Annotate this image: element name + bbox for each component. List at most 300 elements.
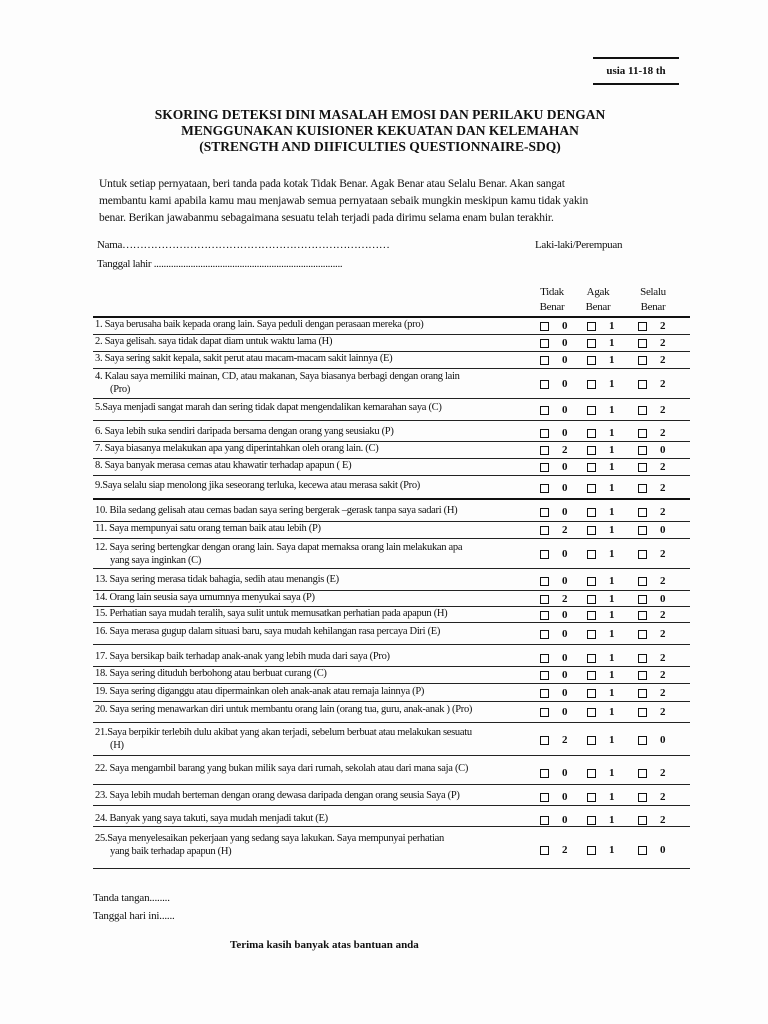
answer-option[interactable] [587,687,631,701]
score-value: 1 [609,444,615,456]
answer-checkbox[interactable] [540,339,549,348]
answer-checkbox[interactable] [587,816,596,825]
score-value: 2 [660,814,666,826]
answer-option[interactable] [540,427,584,441]
question-text [95,370,535,396]
answer-checkbox[interactable] [540,736,549,745]
score-value: 1 [609,548,615,560]
score-value: 2 [660,652,666,664]
answer-option[interactable] [638,378,682,392]
score-value: 0 [562,767,568,779]
score-value: 2 [660,628,666,640]
answer-option[interactable] [540,791,584,805]
question-line: 7. Saya biasanya melakukan apa yang diperintahkan oleh orang lain. (C) [95,443,379,454]
answer-checkbox[interactable] [587,689,596,698]
column-header-line: Benar [585,301,611,313]
question-text [95,504,535,517]
question-line: 25.Saya menyelesaikan pekerjaan yang sedang saya lakukan. Saya mempunyai perhatian [95,833,444,844]
answer-option[interactable] [540,609,584,623]
answer-option[interactable] [638,734,682,748]
answer-option[interactable] [587,320,631,334]
answer-option[interactable] [587,427,631,441]
answer-checkbox[interactable] [638,689,647,698]
score-value: 0 [562,548,568,560]
answer-checkbox[interactable] [638,446,647,455]
answer-option[interactable] [540,628,584,642]
answer-checkbox[interactable] [638,508,647,517]
question-text [95,789,535,802]
score-value: 0 [562,628,568,640]
answer-checkbox[interactable] [638,736,647,745]
answer-checkbox[interactable] [638,769,647,778]
score-value: 1 [609,687,615,699]
question-line: 20. Saya sering menawarkan diri untuk membantu orang lain (orang tua, guru, anak-anak ) (Pro) [95,704,473,715]
score-value: 0 [660,734,666,746]
answer-checkbox[interactable] [638,356,647,365]
score-value: 2 [660,669,666,681]
score-value: 1 [609,593,615,605]
score-value: 0 [562,669,568,681]
title-line: (STRENGTH AND DIIFICULTIES QUESTIONNAIRE-SDQ) [199,139,561,154]
answer-option[interactable] [587,482,631,496]
answer-option[interactable] [587,652,631,666]
question-text [95,318,535,331]
score-value: 1 [609,337,615,349]
question-line: 1. Saya berusaha baik kepada orang lain. Saya peduli dengan perasaan mereka (pro) [95,319,424,330]
answer-option[interactable] [638,444,682,458]
question-line: 23. Saya lebih mudah berteman dengan orang dewasa daripada dengan orang seusia Saya (P) [95,790,460,801]
score-value: 0 [562,354,568,366]
score-value: 1 [609,814,615,826]
column-header-line: Agak [586,286,610,298]
title-line: MENGGUNAKAN KUISIONER KEKUATAN DAN KELEMAHAN [181,123,579,138]
row-divider [93,701,690,702]
answer-option[interactable] [587,669,631,683]
answer-checkbox[interactable] [587,769,596,778]
question-line: 12. Saya sering bertengkar dengan orang lain. Saya dapat memaksa orang lain melakukan apa [95,542,463,553]
instructions [99,176,629,227]
answer-checkbox[interactable] [587,463,596,472]
column-header-line: Selalu [640,286,666,298]
score-value: 2 [660,337,666,349]
title-line: SKORING DETEKSI DINI MASALAH EMOSI DAN PERILAKU DENGAN [154,107,606,122]
answer-option[interactable] [638,593,682,607]
answer-checkbox[interactable] [587,577,596,586]
score-value: 2 [660,506,666,518]
answer-option[interactable] [540,706,584,720]
answer-option[interactable] [587,354,631,368]
answer-option[interactable] [638,609,682,623]
answer-checkbox[interactable] [540,577,549,586]
answer-option[interactable] [587,609,631,623]
answer-option[interactable] [540,506,584,520]
score-value: 1 [609,791,615,803]
question-text [95,573,535,586]
answer-checkbox[interactable] [638,654,647,663]
answer-checkbox[interactable] [540,484,549,493]
score-value: 1 [609,669,615,681]
answer-checkbox[interactable] [540,429,549,438]
question-line: 24. Banyak yang saya takuti, saya mudah menjadi takut (E) [95,813,328,824]
answer-option[interactable] [638,427,682,441]
answer-checkbox[interactable] [638,339,647,348]
score-value: 1 [609,461,615,473]
score-value: 0 [562,687,568,699]
answer-checkbox[interactable] [540,816,549,825]
row-divider [93,622,690,623]
score-value: 0 [562,482,568,494]
score-value: 1 [609,706,615,718]
question-line: yang baik terhadap apapun (H) [110,846,232,857]
answer-option[interactable] [638,767,682,781]
score-value: 1 [609,427,615,439]
answer-option[interactable] [587,378,631,392]
row-divider [93,784,690,785]
question-text [95,591,535,604]
question-line: 22. Saya mengambil barang yang bukan milik saya dari rumah, sekolah atau dari mana saja (C) [95,763,469,774]
score-value: 1 [609,378,615,390]
answer-option[interactable] [540,378,584,392]
row-divider [93,722,690,723]
score-value: 0 [562,506,568,518]
question-line: 3. Saya sering sakit kepala, sakit perut atau macam-macam sakit lainnya (E) [95,353,393,364]
answer-checkbox[interactable] [540,508,549,517]
question-text [95,401,535,414]
answer-checkbox[interactable] [638,484,647,493]
answer-checkbox[interactable] [638,846,647,855]
answer-option[interactable] [587,706,631,720]
score-value: 2 [660,354,666,366]
question-line: 18. Saya sering dituduh berbohong atau berbuat curang (C) [95,668,327,679]
answer-option[interactable] [540,652,584,666]
answer-option[interactable] [587,628,631,642]
score-value: 2 [660,791,666,803]
question-text [95,625,535,638]
answer-checkbox[interactable] [540,689,549,698]
answer-option[interactable] [587,444,631,458]
answer-option[interactable] [587,461,631,475]
score-value: 1 [609,482,615,494]
question-text [95,650,535,663]
answer-option[interactable] [638,652,682,666]
question-line: 8. Saya banyak merasa cemas atau khawatir terhadap apapun ( E) [95,460,352,471]
question-line: 21.Saya berpikir terlebih dulu akibat yang akan terjadi, sebelum berbuat atau melakukan sesuatu [95,727,472,738]
question-text [95,352,535,365]
answer-option[interactable] [638,404,682,418]
question-line: 16. Saya merasa gugup dalam situasi baru, saya mudah kehilangan rasa percaya Diri (E) [95,626,441,637]
answer-option[interactable] [540,734,584,748]
question-line: 13. Saya sering merasa tidak bahagia, sedih atau menangis (E) [95,574,339,585]
score-value: 2 [660,482,666,494]
answer-option[interactable] [638,791,682,805]
answer-option[interactable] [638,706,682,720]
question-text [95,541,535,567]
answer-checkbox[interactable] [587,429,596,438]
row-divider [93,475,690,476]
answer-checkbox[interactable] [638,595,647,604]
birth-date-field[interactable]: Tanggal lahir ............................................................................. [97,258,343,270]
answer-checkbox[interactable] [638,526,647,535]
answer-checkbox[interactable] [587,484,596,493]
answer-checkbox[interactable] [587,322,596,331]
score-value: 0 [562,609,568,621]
date-today-field[interactable]: Tanggal hari ini...... [93,910,175,922]
score-value: 0 [562,427,568,439]
answer-checkbox[interactable] [540,356,549,365]
answer-option[interactable] [540,404,584,418]
row-divider [93,568,690,569]
question-text [95,522,535,535]
score-value: 1 [609,575,615,587]
question-text [95,425,535,438]
answer-checkbox[interactable] [587,846,596,855]
answer-checkbox[interactable] [540,611,549,620]
answer-checkbox[interactable] [638,671,647,680]
answer-option[interactable] [638,687,682,701]
answer-checkbox[interactable] [587,736,596,745]
gender-field[interactable]: Laki-laki/Perempuan [535,239,623,251]
question-text [95,459,535,472]
answer-option[interactable] [638,844,682,858]
answer-option[interactable] [540,593,584,607]
question-line: 5.Saya menjadi sangat marah dan sering tidak dapat mengendalikan kemarahan saya (C) [95,402,442,413]
score-value: 0 [660,593,666,605]
answer-checkbox[interactable] [587,671,596,680]
answer-option[interactable] [540,767,584,781]
answer-option[interactable] [587,734,631,748]
answer-option[interactable] [587,791,631,805]
score-value: 2 [660,427,666,439]
score-value: 2 [660,404,666,416]
score-value: 2 [562,444,568,456]
answer-checkbox[interactable] [587,526,596,535]
answer-checkbox[interactable] [638,380,647,389]
question-text [95,703,535,716]
answer-option[interactable] [638,506,682,520]
answer-option[interactable] [587,575,631,589]
score-value: 2 [660,575,666,587]
answer-checkbox[interactable] [638,611,647,620]
row-divider [93,755,690,756]
answer-option[interactable] [638,628,682,642]
score-value: 2 [660,687,666,699]
answer-option[interactable] [587,844,631,858]
answer-option[interactable] [587,593,631,607]
answer-option[interactable] [587,404,631,418]
answer-checkbox[interactable] [587,446,596,455]
answer-checkbox[interactable] [638,708,647,717]
name-field[interactable]: Nama………………………………………………………………… [97,239,390,251]
answer-option[interactable] [540,844,584,858]
instruction-line: membantu kami apabila kamu mau menjawab semua pernyataan sebaik mungkin meskipun kamu tidak yakin [99,195,589,207]
question-line: 11. Saya mempunyai satu orang teman baik atau lebih (P) [95,523,321,534]
score-value: 0 [562,652,568,664]
question-text [95,762,535,775]
answer-checkbox[interactable] [540,793,549,802]
score-value: 2 [660,320,666,332]
answer-option[interactable] [540,354,584,368]
score-value: 0 [660,444,666,456]
answer-checkbox[interactable] [540,671,549,680]
signature-field[interactable]: Tanda tangan........ [93,892,170,904]
instruction-line: benar. Berikan jawabanmu sebagaimana sesuatu telah terjadi pada dirimu selama enam bulan terakhir. [99,212,554,224]
row-divider [93,868,690,869]
answer-option[interactable] [638,524,682,538]
answer-option[interactable] [540,444,584,458]
score-value: 1 [609,734,615,746]
score-value: 0 [562,404,568,416]
answer-checkbox[interactable] [587,793,596,802]
answer-checkbox[interactable] [587,508,596,517]
question-text [95,726,535,752]
score-value: 0 [660,844,666,856]
answer-checkbox[interactable] [540,526,549,535]
answer-checkbox[interactable] [638,577,647,586]
answer-checkbox[interactable] [540,446,549,455]
answer-checkbox[interactable] [587,356,596,365]
answer-option[interactable] [540,669,584,683]
question-text [95,335,535,348]
score-value: 2 [562,734,568,746]
answer-option[interactable] [587,767,631,781]
answer-checkbox[interactable] [638,793,647,802]
thank-you-note: Terima kasih banyak atas bantuan anda [230,939,419,951]
score-value: 1 [609,609,615,621]
score-value: 1 [609,320,615,332]
question-line: (Pro) [110,384,131,395]
score-value: 0 [562,575,568,587]
question-line: 6. Saya lebih suka sendiri daripada bersama dengan orang yang seusiaku (P) [95,426,394,437]
row-divider [93,368,690,369]
column-header-tidak-benar [527,285,577,315]
answer-checkbox[interactable] [540,595,549,604]
answer-checkbox[interactable] [587,654,596,663]
score-value: 1 [609,652,615,664]
answer-option[interactable] [540,524,584,538]
answer-option[interactable] [587,506,631,520]
question-text [95,812,535,825]
question-line: 4. Kalau saya memiliki mainan, CD, atau makanan, Saya biasanya berbagi dengan orang lain [95,371,460,382]
answer-option[interactable] [587,337,631,351]
question-line: 19. Saya sering diganggu atau dipermainkan oleh anak-anak atau remaja lainnya (P) [95,686,425,697]
answer-checkbox[interactable] [638,429,647,438]
question-text [95,832,535,858]
score-value: 2 [660,706,666,718]
score-value: 0 [562,320,568,332]
answer-checkbox[interactable] [587,550,596,559]
score-value: 2 [562,524,568,536]
answer-checkbox[interactable] [587,380,596,389]
answer-checkbox[interactable] [638,322,647,331]
answer-checkbox[interactable] [587,595,596,604]
score-value: 2 [562,593,568,605]
score-value: 1 [609,628,615,640]
answer-checkbox[interactable] [540,708,549,717]
question-text [95,667,535,680]
answer-checkbox[interactable] [587,630,596,639]
answer-checkbox[interactable] [540,654,549,663]
score-value: 2 [562,844,568,856]
score-value: 1 [609,404,615,416]
answer-option[interactable] [587,524,631,538]
answer-checkbox[interactable] [540,322,549,331]
row-divider [93,398,690,399]
answer-option[interactable] [638,575,682,589]
answer-checkbox[interactable] [587,611,596,620]
answer-checkbox[interactable] [540,769,549,778]
score-value: 1 [609,354,615,366]
score-value: 0 [562,461,568,473]
answer-option[interactable] [540,320,584,334]
question-line: 14. Orang lain seusia saya umumnya menyukai saya (P) [95,592,315,603]
score-value: 1 [609,524,615,536]
answer-checkbox[interactable] [587,406,596,415]
column-header-agak-benar [573,285,623,315]
score-value: 0 [562,378,568,390]
answer-checkbox[interactable] [638,630,647,639]
column-header-selalu-benar [628,285,678,315]
answer-option[interactable] [540,548,584,562]
score-value: 2 [660,378,666,390]
answer-option[interactable] [638,337,682,351]
answer-option[interactable] [540,687,584,701]
score-value: 2 [660,461,666,473]
answer-checkbox[interactable] [540,550,549,559]
question-text [95,442,535,455]
answer-option[interactable] [638,669,682,683]
answer-checkbox[interactable] [540,630,549,639]
answer-option[interactable] [540,482,584,496]
score-value: 1 [609,767,615,779]
answer-option[interactable] [638,482,682,496]
score-value: 0 [562,337,568,349]
row-divider [93,538,690,539]
answer-option[interactable] [587,548,631,562]
answer-option[interactable] [540,337,584,351]
answer-checkbox[interactable] [540,406,549,415]
answer-option[interactable] [540,575,584,589]
answer-option[interactable] [638,461,682,475]
page-title [90,107,670,155]
answer-checkbox[interactable] [587,708,596,717]
score-value: 0 [562,706,568,718]
answer-option[interactable] [638,354,682,368]
age-range-label: usia 11-18 th [593,57,679,85]
answer-checkbox[interactable] [638,550,647,559]
answer-checkbox[interactable] [638,816,647,825]
score-value: 2 [660,767,666,779]
answer-checkbox[interactable] [638,406,647,415]
answer-option[interactable] [638,548,682,562]
question-text [95,479,535,492]
question-line: 15. Perhatian saya mudah teralih, saya sulit untuk memusatkan perhatian pada apapun (H) [95,608,448,619]
row-divider [93,683,690,684]
question-line: yang saya inginkan (C) [110,555,202,566]
answer-checkbox[interactable] [540,380,549,389]
question-line: (H) [110,740,124,751]
answer-option[interactable] [638,320,682,334]
answer-checkbox[interactable] [540,463,549,472]
score-value: 0 [660,524,666,536]
question-line: 10. Bila sedang gelisah atau cemas badan saya sering bergerak –gerask tanpa saya sadari (H) [95,505,458,516]
row-divider [93,498,690,500]
answer-checkbox[interactable] [587,339,596,348]
column-header-line: Benar [539,301,565,313]
question-text [95,607,535,620]
answer-checkbox[interactable] [638,463,647,472]
answer-option[interactable] [540,461,584,475]
answer-checkbox[interactable] [540,846,549,855]
